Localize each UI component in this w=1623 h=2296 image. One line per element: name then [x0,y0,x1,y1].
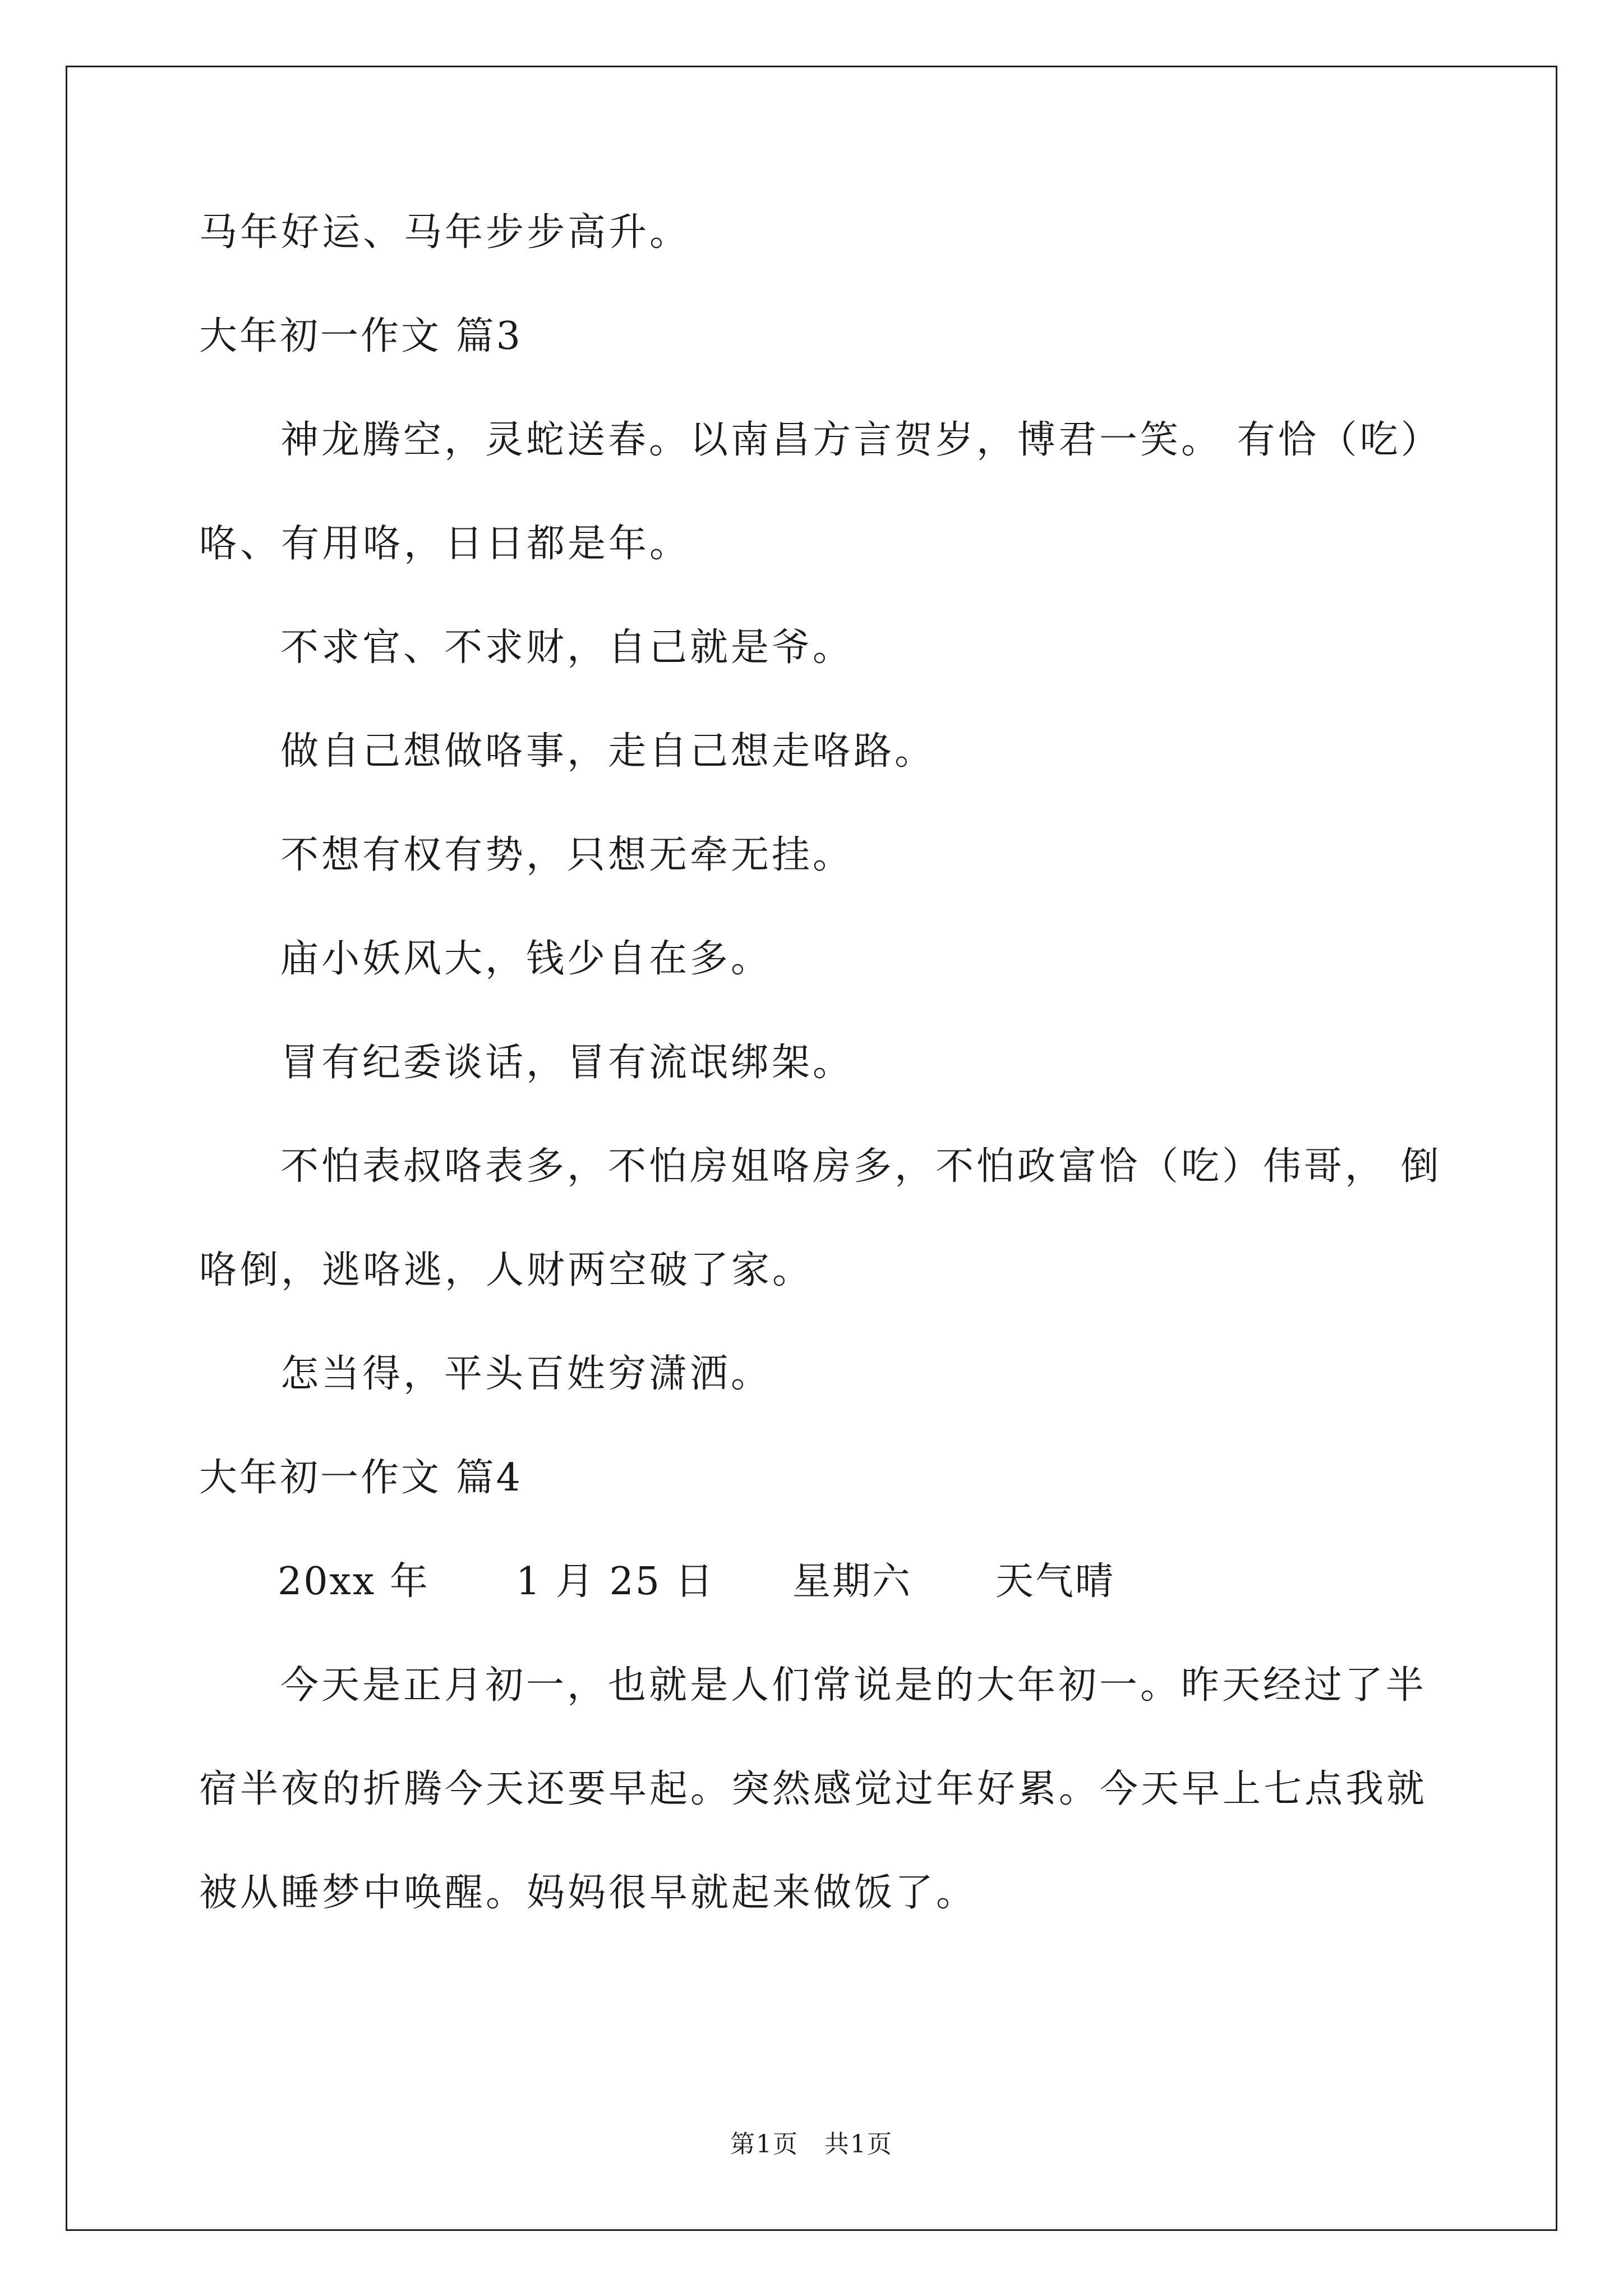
paragraph-line: 宿半夜的折腾今天还要早起。突然感觉过年好累。今天早上七点我就 [199,1767,1428,1811]
diary-weekday: 星期六 [792,1559,912,1604]
diary-weather: 天气晴 [995,1559,1115,1604]
paragraph-line: 神龙腾空，灵蛇送春。以南昌方言贺岁，博君一笑。 有恰（吃） [280,418,1442,462]
paragraph-line: 冒有纪委谈话，冒有流氓绑架。 [280,1041,854,1085]
diary-year: 20xx 年 [278,1559,430,1604]
section-heading: 大年初一作文 篇4 [199,1456,523,1500]
paragraph-line: 今天是正月初一，也就是人们常说是的大年初一。昨天经过了半 [280,1663,1427,1708]
paragraph-line: 被从睡梦中唤醒。妈妈很早就起来做饭了。 [199,1871,978,1915]
paragraph-line: 马年好运、马年步步高升。 [199,210,691,255]
paragraph-line: 庙小妖风大，钱少自在多。 [280,937,772,981]
paragraph-line: 怎当得，平头百姓穷潇洒。 [280,1352,772,1396]
section-heading: 大年初一作文 篇3 [199,314,523,358]
diary-date: 1 月 25 日 [516,1559,715,1604]
paragraph-line: 咯、有用咯，日日都是年。 [199,522,691,566]
paragraph-line: 做自己想做咯事，走自己想走咯路。 [280,729,936,774]
page-footer: 第1页 共1页 [730,2130,893,2159]
paragraph-line: 不想有权有势，只想无牵无挂。 [280,833,854,877]
paragraph-line: 不怕表叔咯表多，不怕房姐咯房多，不怕政富恰（吃）伟哥， 倒 [280,1144,1442,1189]
paragraph-line: 不求官、不求财，自己就是爷。 [280,625,854,670]
paragraph-line: 咯倒，逃咯逃，人财两空破了家。 [199,1248,814,1292]
